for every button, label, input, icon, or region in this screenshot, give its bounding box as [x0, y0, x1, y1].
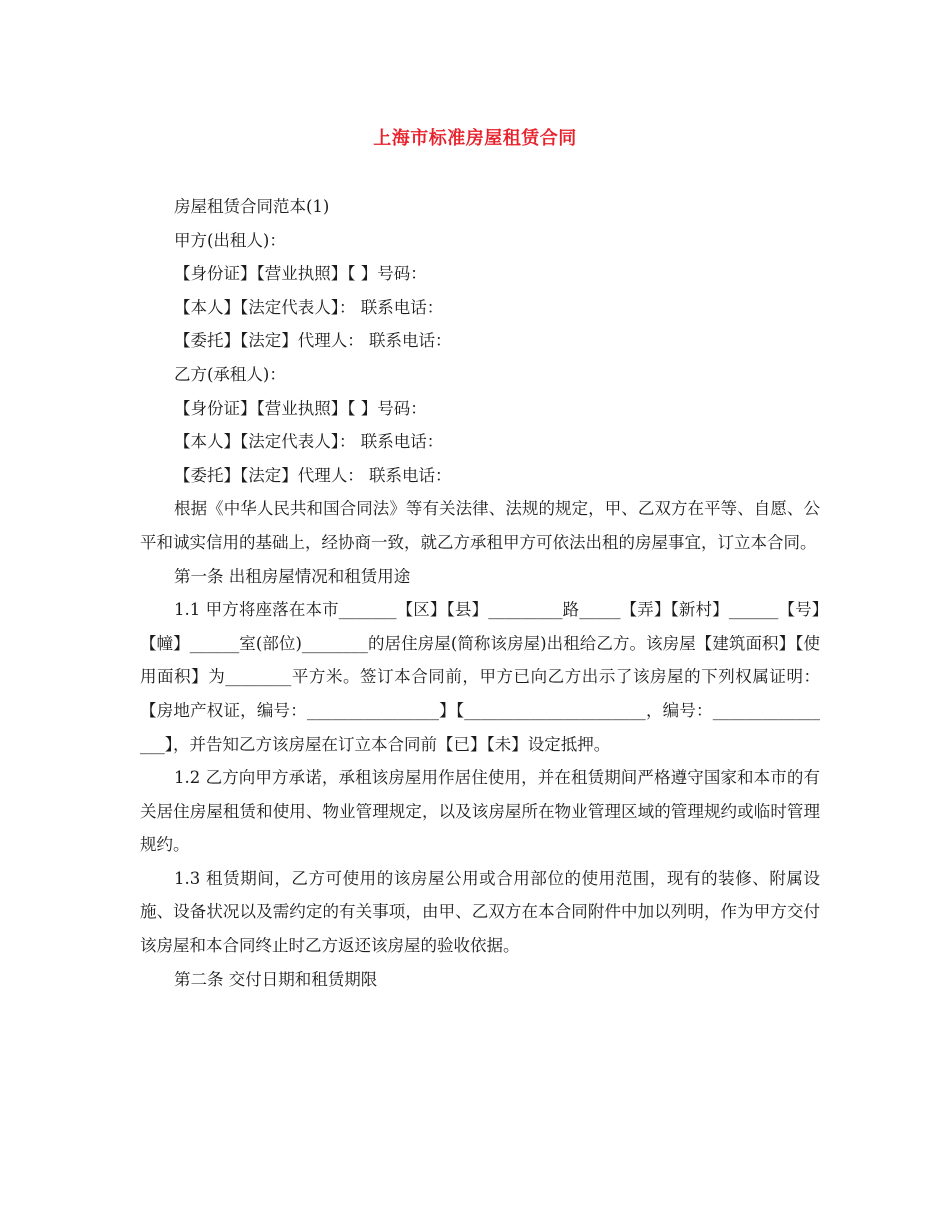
article-2-heading: 第二条 交付日期和租赁期限 [174, 969, 378, 989]
party-a-agent-line: 【委托】【法定】代理人： 联系电话： [174, 331, 452, 351]
contract-template-label: 房屋租赁合同范本(1) [174, 197, 330, 216]
preamble-paragraph: 根据《中华人民共和国合同法》等有关法律、法规的规定，甲、乙双方在平等、自愿、公平和诚实信用的基础上，经协商一致，就乙方承租甲方可依法出租的房屋事宜，订立本合同。 [140, 499, 820, 552]
party-a-rep-line: 【本人】【法定代表人】： 联系电话： [174, 297, 444, 317]
party-a-label: 甲方(出租人)： [174, 230, 286, 250]
party-b-label: 乙方(承租人)： [174, 364, 286, 384]
party-b-agent-line: 【委托】【法定】代理人： 联系电话： [174, 465, 452, 485]
document-title: 上海市标准房屋租赁合同 [373, 128, 577, 149]
party-a-id-line: 【身份证】【营业执照】【 】号码： [174, 264, 427, 284]
document-body [140, 190, 820, 996]
party-b-rep-line: 【本人】【法定代表人】： 联系电话： [174, 432, 444, 452]
article-1-heading: 第一条 出租房屋情况和租赁用途 [174, 566, 411, 586]
clause-1-2: 1.2 乙方向甲方承诺，承租该房屋用作居住使用，并在租赁期间严格遵守国家和本市的有关居住房屋租赁和使用、物业管理规定，以及该房屋所在物业管理区域的管理规约或临时管理规约。 [140, 768, 820, 855]
clause-1-1: 1.1 甲方将座落在本市_______【区】【县】_________路_____【弄】【新村】______【号】【幢】______室(部位)________的居住房屋(简称该房屋)出租给乙方。该房屋【建筑面积】【使用面积】为________平方米。签订本合同前，甲方已向乙方出示了该房屋的下列权属证明：【房地产权证，编号：________________】【______________________，编号：________________】，并告知乙方该房屋在订立本合同前【已】【未】设定抵押。 [140, 600, 820, 754]
clause-1-3: 1.3 租赁期间，乙方可使用的该房屋公用或合用部位的使用范围，现有的装修、附属设施、设备状况以及需约定的有关事项，由甲、乙双方在本合同附件中加以列明，作为甲方交付该房屋和本合同终止时乙方返还该房屋的验收依据。 [140, 868, 820, 956]
party-b-id-line: 【身份证】【营业执照】【 】号码： [174, 398, 427, 418]
